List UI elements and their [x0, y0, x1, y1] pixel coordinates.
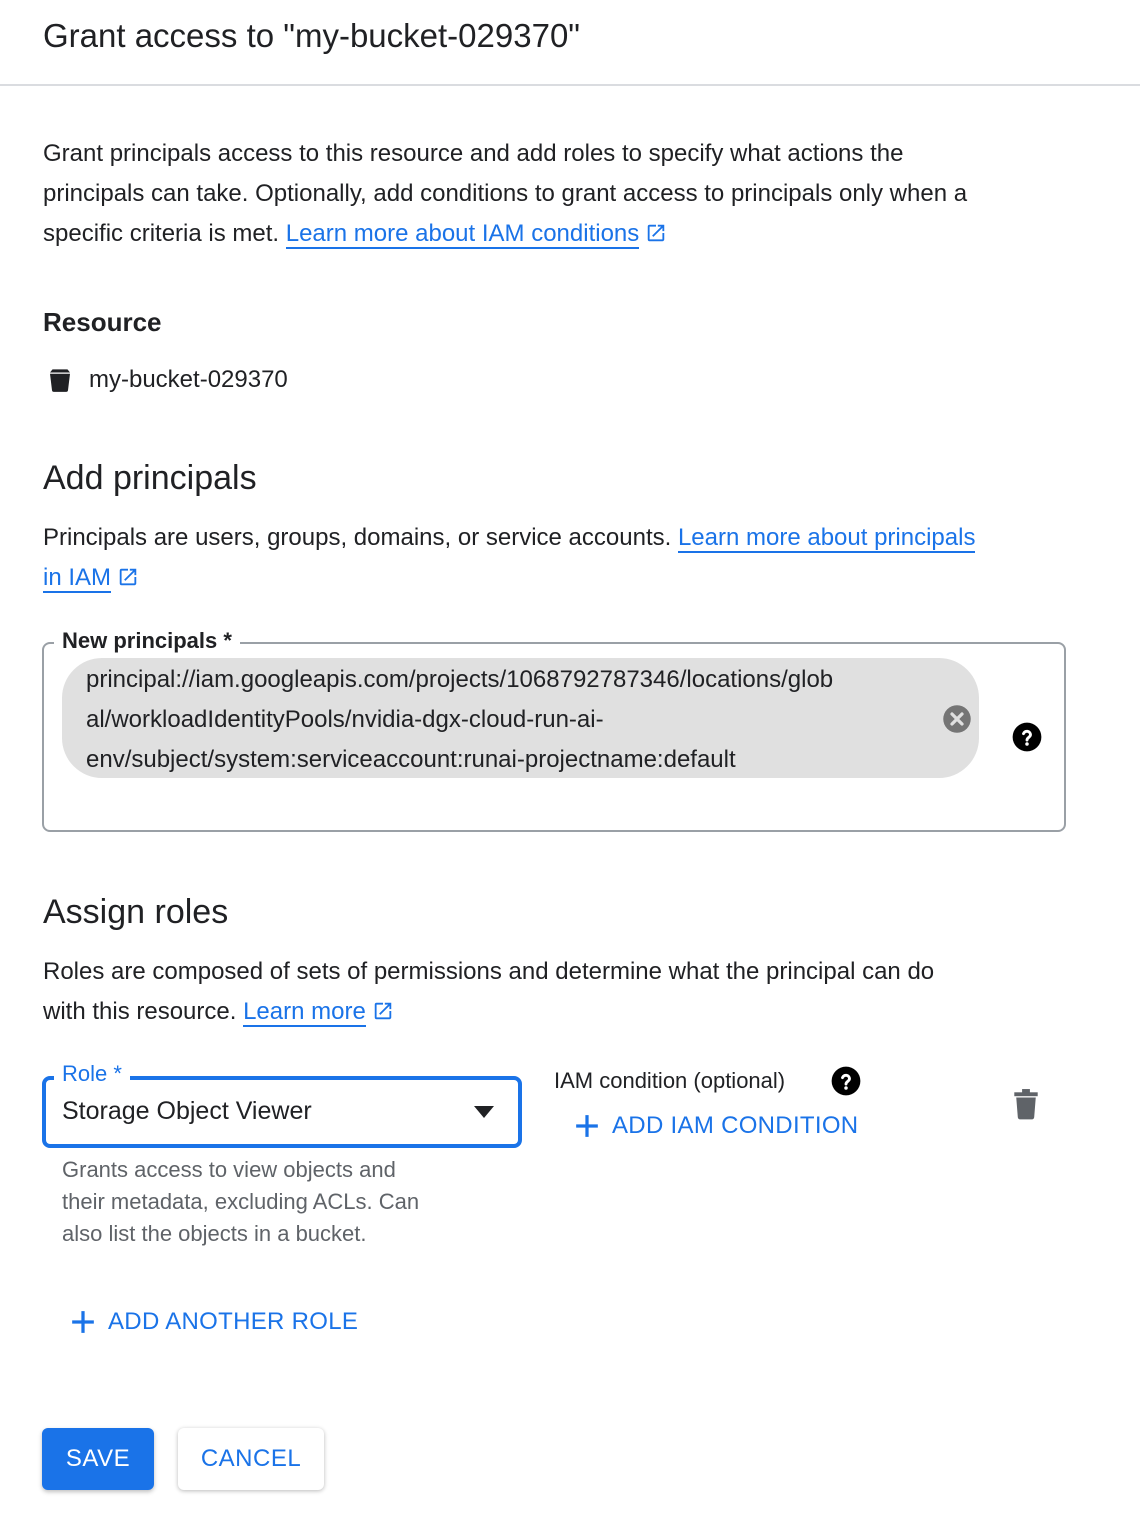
- page-title: Grant access to "my-bucket-029370": [43, 17, 581, 54]
- add-principals-title: Add principals: [43, 459, 257, 497]
- principals-desc-line-2: [43, 558, 1103, 598]
- role-selected-value: Storage Object Viewer: [62, 1097, 312, 1125]
- delete-role-icon[interactable]: [1013, 1088, 1039, 1120]
- iam-condition-label: IAM condition (optional): [554, 1068, 786, 1093]
- intro-text: [43, 134, 1103, 254]
- learn-more-principals-link[interactable]: Learn more about principals: [677, 524, 976, 551]
- learn-more-principals-link-cont[interactable]: in IAM: [43, 564, 112, 591]
- role-description-line-1: Grants access to view objects and: [62, 1157, 396, 1182]
- cancel-button[interactable]: CANCEL: [178, 1428, 324, 1490]
- external-link-icon: [117, 566, 139, 588]
- add-another-role-button[interactable]: [70, 1302, 358, 1342]
- plus-icon: [574, 1113, 600, 1139]
- help-icon[interactable]: [1012, 722, 1042, 752]
- save-button[interactable]: SAVE: [42, 1428, 154, 1490]
- chip-remove-icon[interactable]: [942, 704, 972, 734]
- resource-row: [45, 362, 288, 398]
- intro-line-3: [43, 214, 1103, 254]
- roles-desc-prefix: with this resource.: [43, 998, 237, 1025]
- add-iam-condition-label: ADD IAM CONDITION: [612, 1112, 859, 1139]
- principal-chip-line-2: al/workloadIdentityPools/nvidia-dgx-cloud-run-ai-: [86, 706, 604, 733]
- bucket-icon: [45, 365, 75, 395]
- principals-desc-prefix: Principals are users, groups, domains, or service accounts.: [43, 524, 672, 551]
- principals-desc-line-1: [43, 518, 1103, 558]
- learn-more-iam-conditions-link[interactable]: Learn more about IAM conditions: [285, 220, 640, 247]
- principal-chip-line-1: principal://iam.googleapis.com/projects/1068792787346/locations/glob: [86, 666, 834, 693]
- principals-description: [43, 518, 1103, 598]
- new-principals-label: New principals *: [54, 626, 240, 656]
- external-link-icon: [645, 222, 667, 244]
- role-label: Role *: [54, 1058, 130, 1090]
- role-description-line-3: also list the objects in a bucket.: [62, 1221, 367, 1246]
- intro-line-1: Grant principals access to this resource and add roles to specify what actions the: [43, 140, 904, 167]
- resource-label: Resource: [43, 307, 162, 337]
- intro-line-2: principals can take. Optionally, add conditions to grant access to principals only when a: [43, 180, 968, 207]
- roles-description: [43, 952, 1103, 1032]
- intro-line-3-prefix: specific criteria is met.: [43, 220, 280, 247]
- principal-chip-line-3: env/subject/system:serviceaccount:runai-projectname:default: [86, 746, 736, 773]
- plus-icon: [70, 1309, 96, 1335]
- header-divider: [0, 84, 1140, 86]
- dropdown-arrow-icon[interactable]: [472, 1104, 496, 1120]
- role-description-line-2: their metadata, excluding ACLs. Can: [62, 1189, 420, 1214]
- roles-desc-line-1: Roles are composed of sets of permissions and determine what the principal can do: [43, 958, 935, 985]
- add-another-role-label: ADD ANOTHER ROLE: [108, 1308, 359, 1335]
- role-description: [62, 1154, 462, 1250]
- roles-desc-line-2: [43, 992, 1103, 1032]
- assign-roles-title: Assign roles: [43, 893, 229, 931]
- learn-more-roles-link[interactable]: Learn more: [243, 998, 366, 1025]
- add-iam-condition-button[interactable]: [574, 1106, 858, 1146]
- external-link-icon: [372, 1000, 394, 1022]
- help-icon[interactable]: [831, 1066, 861, 1096]
- principal-chip-text: [86, 660, 936, 780]
- resource-name: my-bucket-029370: [89, 366, 288, 393]
